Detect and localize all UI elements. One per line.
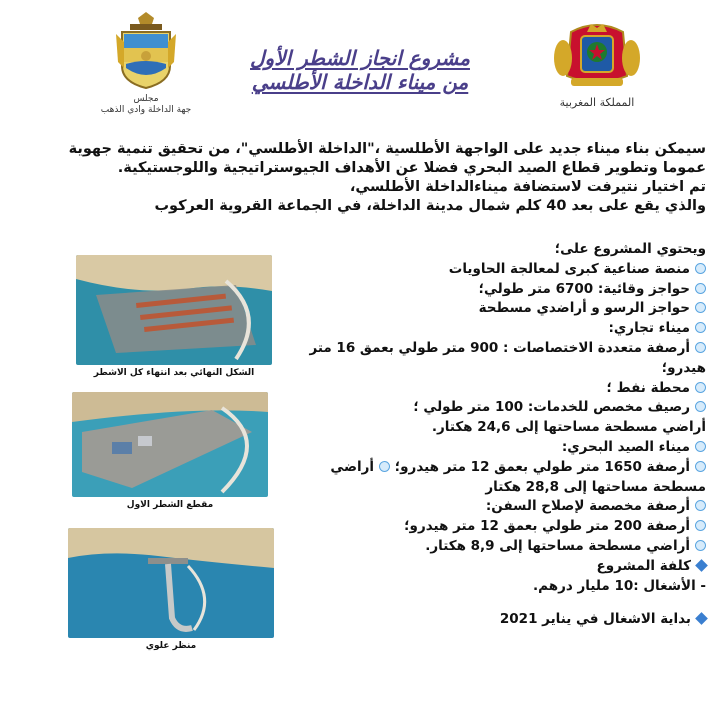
list-item-text: أراضي bbox=[330, 458, 375, 475]
list-item bbox=[280, 398, 706, 418]
port-final-layout-image bbox=[76, 255, 272, 365]
kingdom-label: المملكة المغربية bbox=[559, 96, 635, 109]
circle-bullet-icon bbox=[695, 441, 706, 452]
list-item bbox=[280, 537, 706, 557]
list-item-text: أرصفة 200 متر طولي بعمق 12 متر هيدرو؛ bbox=[404, 518, 690, 535]
circle-bullet-icon bbox=[379, 461, 390, 472]
list-item-text: محطة نفط ؛ bbox=[606, 379, 690, 396]
council-label-line2: جهة الداخلة وادي الذهب bbox=[100, 105, 192, 115]
intro-line-4: والذي يقع على بعد 40 كلم شمال مدينة الداخلة، في الجماعة القروية العركوب bbox=[154, 198, 706, 214]
photo-caption-aerial: منظر علوي bbox=[145, 641, 197, 651]
list-item bbox=[280, 319, 706, 339]
list-item bbox=[280, 379, 706, 399]
council-coat-of-arms-icon bbox=[96, 12, 196, 92]
list-item bbox=[280, 438, 706, 458]
circle-bullet-icon bbox=[695, 500, 706, 511]
kingdom-emblem bbox=[541, 14, 653, 116]
list-item bbox=[280, 299, 706, 319]
cost-heading bbox=[280, 557, 706, 577]
list-item-text: رصيف مخصص للخدمات: 100 متر طولي ؛ bbox=[413, 399, 690, 416]
list-heading: ويحتوي المشروع على؛ bbox=[554, 241, 706, 257]
circle-bullet-icon bbox=[695, 302, 706, 313]
list-item bbox=[280, 497, 706, 517]
works-start bbox=[280, 610, 706, 630]
port-phase-one-image bbox=[72, 392, 268, 497]
list-item bbox=[280, 517, 706, 537]
list-item-continuation: أراضي مسطحة مساحتها إلى 24,6 هكتار. bbox=[431, 419, 706, 436]
circle-bullet-icon bbox=[695, 322, 706, 333]
circle-bullet-icon bbox=[695, 382, 706, 393]
blue-diamond-icon bbox=[695, 559, 708, 572]
list-item-text: حواجز وقائية: 6700 متر طولي؛ bbox=[478, 280, 690, 297]
intro-line-2: عموما وتطوير قطاع الصيد البحري فضلا عن الأهداف الجيوستراتيجية واللوجستيكية. bbox=[117, 160, 706, 176]
list-item-text: أراضي مسطحة مساحتها إلى 8,9 هكتار. bbox=[425, 537, 690, 554]
council-label bbox=[90, 94, 202, 116]
circle-bullet-icon bbox=[695, 461, 706, 472]
council-label-line1: مجلس bbox=[133, 94, 159, 104]
circle-bullet-icon bbox=[695, 283, 706, 294]
circle-bullet-icon bbox=[695, 263, 706, 274]
list-item-text: ميناء الصيد البحري: bbox=[561, 438, 690, 455]
page-title bbox=[240, 46, 480, 94]
list-item-text: أرصفة مخصصة لإصلاح السفن: bbox=[485, 498, 690, 515]
photo-caption-final: الشكل النهائي بعد انتهاء كل الاشطر bbox=[93, 368, 255, 378]
list-item-continuation: مسطحة مساحتها إلى 28,8 هكتار bbox=[485, 478, 706, 495]
photo-caption-phase-one: مقطع الشطر الاول bbox=[126, 500, 214, 510]
list-item bbox=[280, 458, 706, 478]
project-contents-list bbox=[280, 240, 706, 630]
title-line-1: مشروع انجاز الشطر الأول bbox=[250, 46, 470, 70]
intro-paragraph bbox=[68, 140, 706, 216]
works-start-text: بداية الاشغال في يناير 2021 bbox=[499, 611, 691, 628]
list-item bbox=[280, 260, 706, 280]
cost-heading-text: كلفة المشروع bbox=[596, 557, 691, 574]
port-aerial-image bbox=[68, 528, 274, 638]
list-item-text: حواجز الرسو و أراضدي مسطحة bbox=[478, 300, 690, 317]
title-line-2: من ميناء الداخلة الأطلسي bbox=[251, 70, 469, 94]
list-item-text: ميناء تجاري: bbox=[608, 320, 690, 337]
cost-value: - الأشغال :10 مليار درهم. bbox=[533, 577, 706, 594]
circle-bullet-icon bbox=[695, 520, 706, 531]
intro-line-1: سيمكن بناء ميناء جديد على الواجهة الأطلسية ،"الداخلة الأطلسي"، من تحقيق تنمية جهوية bbox=[68, 141, 706, 157]
kingdom-coat-of-arms-icon bbox=[541, 14, 653, 94]
list-item-text: منصة صناعية كبرى لمعالجة الحاويات bbox=[448, 260, 690, 277]
circle-bullet-icon bbox=[695, 401, 706, 412]
list-item bbox=[280, 339, 706, 379]
intro-line-3: تم اختيار نتيرفت لاستضافة ميناءالداخلة الأطلسي، bbox=[349, 179, 706, 195]
list-item-text: أرصفة متعددة الاختصاصات : 900 متر طولي بعمق 16 متر هيدرو؛ bbox=[309, 339, 706, 376]
circle-bullet-icon bbox=[695, 540, 706, 551]
circle-bullet-icon bbox=[695, 342, 706, 353]
council-emblem bbox=[96, 12, 196, 122]
list-item bbox=[280, 280, 706, 300]
list-item-text: أرصفة 1650 متر طولي بعمق 12 متر هيدرو؛ bbox=[394, 458, 690, 475]
blue-diamond-icon bbox=[695, 612, 708, 625]
